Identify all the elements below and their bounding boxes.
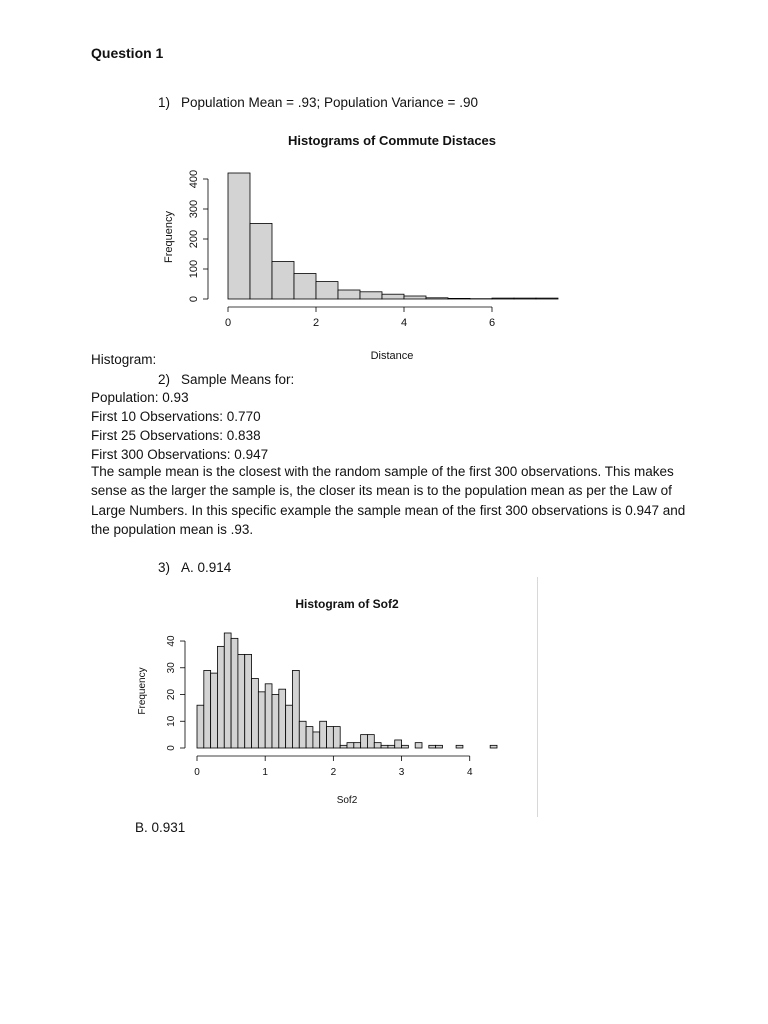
histogram-bar <box>360 292 382 299</box>
page-divider <box>537 577 538 817</box>
sample-mean-first-300: First 300 Observations: 0.947 <box>91 447 269 462</box>
item3-part-a: A. 0.914 <box>181 560 232 575</box>
item1-text: Population Mean = .93; Population Variance = .90 <box>181 95 478 110</box>
x-tick-label: 0 <box>194 767 200 778</box>
y-tick-label: 200 <box>188 229 200 249</box>
x-tick-label: 0 <box>224 317 232 329</box>
item1-number: 1) <box>158 95 171 110</box>
sample-mean-first-25: First 25 Observations: 0.838 <box>91 428 261 443</box>
histogram-bar <box>299 721 306 748</box>
y-tick-label: 0 <box>166 745 177 751</box>
histogram-bar <box>292 670 299 748</box>
histogram-bar <box>231 638 238 748</box>
histogram-bar <box>381 745 388 748</box>
y-tick-label: 100 <box>188 259 200 279</box>
histogram-bar <box>316 282 338 299</box>
histogram-bar <box>252 678 259 748</box>
histogram-bar <box>228 173 250 299</box>
explanation-text: The sample mean is the closest with the random sample of the first 300 observations. This makes sense as the larger the sample is, the closer its mean is to the population mean as per the Law of Large Numbers. In this specific example the sample mean of the first 300 observations is 0.947 and the population mean is .93. <box>91 464 686 538</box>
histogram-bar <box>436 745 443 748</box>
histogram-bar <box>217 646 224 748</box>
y-tick-label: 40 <box>166 635 177 647</box>
sample-mean-population: Population: 0.93 <box>91 390 189 405</box>
commute-distance-histogram <box>150 125 580 370</box>
histogram-bar <box>347 743 354 748</box>
item3-part-b: B. 0.931 <box>135 820 186 835</box>
histogram-label: Histogram: <box>91 352 157 367</box>
histogram-bar <box>354 743 361 748</box>
x-axis-label: Sof2 <box>336 795 358 806</box>
histogram-bar <box>456 745 463 748</box>
histogram-bar <box>382 294 404 299</box>
histogram-bar <box>265 684 272 748</box>
y-tick-label: 10 <box>166 715 177 727</box>
histogram-bar <box>388 745 395 748</box>
histogram-bar <box>211 673 218 748</box>
x-axis-label: Distance <box>370 350 414 362</box>
item2-number: 2) <box>158 372 171 387</box>
histogram-bar <box>492 298 514 299</box>
x-tick-label: 2 <box>330 767 337 778</box>
item3-number: 3) <box>158 560 171 575</box>
histogram-bar <box>374 743 381 748</box>
x-tick-label: 3 <box>398 767 405 778</box>
x-tick-label: 1 <box>262 767 268 778</box>
histogram-bar <box>313 732 320 748</box>
histogram-bar <box>279 689 286 748</box>
y-axis-label: Frequency <box>137 667 148 715</box>
histogram-bar <box>294 274 316 300</box>
histogram-bar <box>327 727 334 748</box>
histogram-bar <box>340 745 347 748</box>
y-axis-label: Frequency <box>163 211 175 263</box>
y-tick-label: 400 <box>188 169 200 189</box>
histogram-bar <box>429 745 436 748</box>
histogram-bar <box>250 223 272 299</box>
item2-heading: Sample Means for: <box>181 372 295 387</box>
histogram-bar <box>204 670 211 748</box>
histogram-bar <box>224 633 231 748</box>
sample-mean-first-10: First 10 Observations: 0.770 <box>91 409 261 424</box>
histogram-bar <box>272 695 279 748</box>
histogram-bar <box>238 654 245 748</box>
histogram-bar <box>404 296 426 299</box>
histogram-bar <box>333 727 340 748</box>
y-tick-label: 0 <box>188 295 200 303</box>
histogram-bar <box>426 298 448 299</box>
histogram-bar <box>415 743 422 748</box>
histogram-bar <box>402 745 409 748</box>
question-title: Question 1 <box>91 45 164 61</box>
histogram-bar <box>536 298 558 299</box>
histogram-bar <box>197 705 204 748</box>
chart-title: Histograms of Commute Distaces <box>287 133 497 148</box>
histogram-bar <box>258 692 265 748</box>
x-tick-label: 6 <box>488 317 496 329</box>
histogram-bar <box>395 740 402 748</box>
histogram-bar <box>490 745 497 748</box>
chart-title: Histogram of Sof2 <box>295 597 399 611</box>
histogram-bar <box>514 298 536 299</box>
histogram-bar <box>320 721 327 748</box>
y-tick-label: 300 <box>188 199 200 219</box>
histogram-bar <box>286 705 293 748</box>
x-tick-label: 2 <box>312 317 320 329</box>
x-tick-label: 4 <box>466 767 473 778</box>
explanation-paragraph <box>91 462 691 540</box>
histogram-bar <box>367 735 374 748</box>
histogram-bar <box>338 290 360 299</box>
histogram-bar <box>272 262 294 300</box>
histogram-bar <box>361 735 368 748</box>
sof2-histogram <box>125 590 515 815</box>
histogram-bar <box>306 727 313 748</box>
y-tick-label: 30 <box>166 662 177 674</box>
histogram-bar <box>245 654 252 748</box>
histogram-bar <box>448 298 470 299</box>
x-tick-label: 4 <box>400 317 408 329</box>
y-tick-label: 20 <box>166 688 177 701</box>
